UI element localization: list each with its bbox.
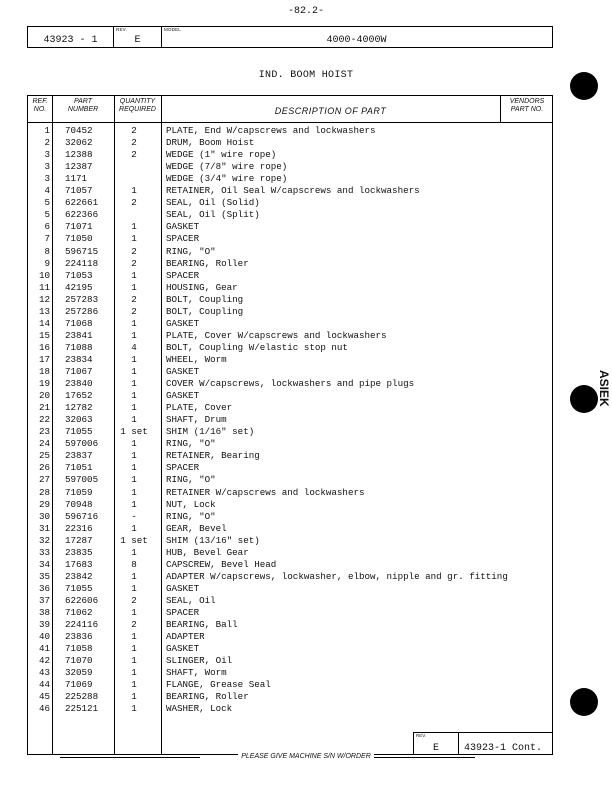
- ref-no: 5: [44, 209, 50, 221]
- quantity: 2: [131, 305, 137, 317]
- table-row: [28, 667, 552, 679]
- table-row: [28, 342, 552, 354]
- ref-no: 17: [38, 353, 50, 365]
- ref-no: 36: [38, 582, 50, 594]
- part-number: 23834: [65, 353, 93, 365]
- description: BEARING, Roller: [166, 257, 249, 269]
- part-number: 597005: [65, 474, 99, 486]
- ref-no: 29: [38, 498, 50, 510]
- part-number: 42195: [65, 281, 93, 293]
- description: PLATE, Cover: [166, 402, 233, 414]
- quantity: 1: [131, 582, 137, 594]
- table-row: [28, 547, 552, 559]
- ref-no: 24: [38, 438, 50, 450]
- quantity: 1: [131, 607, 137, 618]
- table-row: [28, 402, 552, 414]
- ref-no: 3: [44, 173, 50, 185]
- ref-no: 26: [38, 462, 50, 474]
- ref-no: 4: [44, 185, 50, 197]
- description: SEAL, Oil (Split): [166, 209, 260, 221]
- footer-rev-label: REV.: [416, 733, 427, 738]
- part-number: 71068: [65, 317, 93, 329]
- footer-continuation: 43923-1 Cont.: [464, 743, 543, 754]
- ref-no: 7: [44, 233, 50, 245]
- description: HUB, Bevel Gear: [166, 546, 249, 558]
- header-block: [27, 26, 553, 48]
- part-number: 23835: [65, 546, 93, 558]
- table-row: [28, 149, 552, 161]
- part-number: 71069: [65, 679, 93, 691]
- page-number: -82.2-: [287, 6, 324, 17]
- model-label: MODEL: [164, 27, 182, 32]
- quantity: 1: [131, 691, 137, 703]
- model-cell: [162, 27, 551, 47]
- quantity: 1: [131, 233, 137, 245]
- part-number: 71059: [65, 486, 93, 498]
- ref-no: 33: [38, 546, 50, 558]
- margin-text: ASIEK: [597, 370, 611, 407]
- ref-no: 25: [38, 450, 50, 462]
- part-number: 22316: [65, 522, 93, 534]
- part-number: 12782: [65, 402, 93, 414]
- table-row: [28, 233, 552, 245]
- ref-no: 1: [44, 125, 50, 136]
- part-number: 12387: [65, 161, 93, 173]
- quantity: 2: [131, 197, 137, 209]
- description: RETAINER, Bearing: [166, 450, 260, 462]
- ref-no: 46: [38, 703, 50, 715]
- footer-note-text: PLEASE GIVE MACHINE S/N W/ORDER: [238, 753, 374, 760]
- description: DRUM, Boom Hoist: [166, 137, 255, 149]
- description: PLATE, End W/capscrews and lockwashers: [166, 125, 376, 136]
- description: GASKET: [166, 221, 200, 233]
- quantity: 1: [131, 462, 137, 474]
- table-row: [28, 258, 552, 270]
- col-header-part: PART NUMBER: [67, 98, 99, 113]
- part-number: 23837: [65, 450, 93, 462]
- description: RING, "O": [166, 438, 216, 450]
- table-row: [28, 619, 552, 631]
- ref-no: 28: [38, 486, 50, 498]
- description: SPACER: [166, 233, 200, 245]
- part-number: 71051: [65, 462, 93, 474]
- quantity: 1: [131, 474, 137, 486]
- description: SEAL, Oil: [166, 594, 216, 606]
- description: GASKET: [166, 643, 200, 655]
- table-row: [28, 282, 552, 294]
- quantity: 2: [131, 257, 137, 269]
- quantity: 2: [131, 619, 137, 631]
- table-row: [28, 137, 552, 149]
- rev-value: E: [134, 35, 141, 46]
- quantity: 1: [131, 317, 137, 329]
- part-number: 71067: [65, 366, 93, 377]
- ref-no: 9: [44, 257, 50, 269]
- part-number: 622366: [65, 209, 99, 221]
- header-divider: [28, 122, 552, 123]
- table-row: [28, 318, 552, 330]
- ref-no: 15: [38, 329, 50, 341]
- table-row: [28, 703, 552, 715]
- description: PLATE, Cover W/capscrews and lockwashers: [166, 329, 387, 341]
- ref-no: 42: [38, 655, 50, 667]
- quantity: 1: [131, 366, 137, 377]
- binder-hole: [570, 72, 598, 100]
- quantity: 1: [131, 522, 137, 534]
- table-row: [28, 655, 552, 667]
- table-row: [28, 330, 552, 342]
- quantity: 1: [131, 185, 137, 197]
- part-number: 71055: [65, 426, 93, 438]
- description: WASHER, Lock: [166, 703, 233, 715]
- description: SHAFT, Worm: [166, 667, 227, 679]
- description: WEDGE (7/8" wire rope): [166, 161, 288, 173]
- description: SHIM (1/16" set): [166, 426, 255, 438]
- description: ADAPTER: [166, 631, 205, 643]
- ref-no: 8: [44, 245, 50, 257]
- table-row: [28, 246, 552, 258]
- table-row: [28, 474, 552, 486]
- description: SHAFT, Drum: [166, 414, 227, 426]
- table-row: [28, 487, 552, 499]
- description: FLANGE, Grease Seal: [166, 679, 271, 691]
- quantity: -: [131, 510, 137, 522]
- col-header-vendors: VENDORS PART NO.: [509, 98, 545, 113]
- doc-number-cell: [28, 27, 114, 47]
- part-number: 23840: [65, 378, 93, 390]
- ref-no: 37: [38, 594, 50, 606]
- description: SHIM (13/16" set): [166, 534, 260, 546]
- table-row: [28, 438, 552, 450]
- table-row: [28, 209, 552, 221]
- table-row: [28, 607, 552, 619]
- footer-rev-divider: [458, 733, 459, 755]
- quantity: 8: [131, 558, 137, 570]
- ref-no: 22: [38, 414, 50, 426]
- table-row: [28, 643, 552, 655]
- ref-no: 31: [38, 522, 50, 534]
- quantity: 1: [131, 450, 137, 462]
- ref-no: 34: [38, 558, 50, 570]
- quantity: 1: [131, 390, 137, 402]
- part-number: 71050: [65, 233, 93, 245]
- ref-no: 27: [38, 474, 50, 486]
- part-number: 12388: [65, 149, 93, 161]
- ref-no: 3: [44, 161, 50, 173]
- part-number: 622661: [65, 197, 99, 209]
- quantity: 1 set: [120, 426, 148, 438]
- ref-no: 20: [38, 390, 50, 402]
- description: BEARING, Roller: [166, 691, 249, 703]
- footer-note: [0, 753, 612, 760]
- description: GASKET: [166, 390, 200, 402]
- table-row: [28, 426, 552, 438]
- description: SPACER: [166, 269, 200, 281]
- description: GASKET: [166, 317, 200, 329]
- description: RETAINER, Oil Seal W/capscrews and lockwashers: [166, 185, 420, 197]
- col-header-qty: QUANTITY REQUIRED: [119, 98, 156, 113]
- table-row: [28, 679, 552, 691]
- part-number: 23842: [65, 570, 93, 582]
- description: GEAR, Bevel: [166, 522, 227, 534]
- ref-no: 11: [38, 281, 50, 293]
- table-row: [28, 414, 552, 426]
- description: RING, "O": [166, 510, 216, 522]
- col-header-ref: REF. NO.: [32, 98, 48, 113]
- table-row: [28, 535, 552, 547]
- quantity: 1: [131, 438, 137, 450]
- description: SPACER: [166, 462, 200, 474]
- ref-no: 43: [38, 667, 50, 679]
- ref-no: 10: [38, 269, 50, 281]
- footer-rev-box: [413, 732, 553, 755]
- part-number: 23841: [65, 329, 93, 341]
- ref-no: 2: [44, 137, 50, 149]
- part-number: 70452: [65, 125, 93, 136]
- binder-hole: [570, 688, 598, 716]
- ref-no: 18: [38, 366, 50, 377]
- ref-no: 21: [38, 402, 50, 414]
- description: BOLT, Coupling: [166, 293, 244, 305]
- part-number: 596715: [65, 245, 99, 257]
- part-number: 17652: [65, 390, 93, 402]
- footer-rev-value: E: [432, 743, 439, 754]
- quantity: 1: [131, 414, 137, 426]
- description: GASKET: [166, 582, 200, 594]
- part-number: 71053: [65, 269, 93, 281]
- part-number: 17287: [65, 534, 93, 546]
- ref-no: 41: [38, 643, 50, 655]
- quantity: 1: [131, 546, 137, 558]
- ref-no: 32: [38, 534, 50, 546]
- ref-no: 45: [38, 691, 50, 703]
- ref-no: 39: [38, 619, 50, 631]
- quantity: 1: [131, 703, 137, 715]
- table-row: [28, 294, 552, 306]
- table-row: [28, 691, 552, 703]
- table-row: [28, 125, 552, 137]
- ref-no: 30: [38, 510, 50, 522]
- quantity: 1: [131, 667, 137, 679]
- quantity: 2: [131, 149, 137, 161]
- part-number: 225288: [65, 691, 99, 703]
- description: BEARING, Ball: [166, 619, 238, 631]
- table-row: [28, 631, 552, 643]
- quantity: 2: [131, 594, 137, 606]
- description: BOLT, Coupling W/elastic stop nut: [166, 341, 348, 353]
- quantity: 1: [131, 655, 137, 667]
- part-number: 71058: [65, 643, 93, 655]
- table-row: [28, 450, 552, 462]
- part-number: 71057: [65, 185, 93, 197]
- quantity: 4: [131, 341, 137, 353]
- ref-no: 14: [38, 317, 50, 329]
- quantity: 1: [131, 402, 137, 414]
- description: GASKET: [166, 366, 200, 377]
- description: RETAINER W/capscrews and lockwashers: [166, 486, 365, 498]
- rev-label: REV.: [116, 27, 127, 32]
- quantity: 1: [131, 378, 137, 390]
- table-row: [28, 511, 552, 523]
- table-row: [28, 583, 552, 595]
- part-number: 622606: [65, 594, 99, 606]
- quantity: 1: [131, 269, 137, 281]
- quantity: 2: [131, 125, 137, 136]
- description: SEAL, Oil (Solid): [166, 197, 260, 209]
- part-number: 32062: [65, 137, 93, 149]
- doc-number: 43923 - 1: [43, 35, 98, 46]
- quantity: 1: [131, 486, 137, 498]
- description: CAPSCREW, Bevel Head: [166, 558, 277, 570]
- quantity: 2: [131, 293, 137, 305]
- table-row: [28, 270, 552, 282]
- quantity: 1: [131, 353, 137, 365]
- part-number: 71088: [65, 341, 93, 353]
- ref-no: 40: [38, 631, 50, 643]
- ref-no: 23: [38, 426, 50, 438]
- description: COVER W/capscrews, lockwashers and pipe plugs: [166, 378, 415, 390]
- table-row: [28, 499, 552, 511]
- quantity: 2: [131, 137, 137, 149]
- part-number: 71070: [65, 655, 93, 667]
- part-number: 17683: [65, 558, 93, 570]
- table-row: [28, 185, 552, 197]
- description: SLINGER, Oil: [166, 655, 233, 667]
- table-row: [28, 366, 552, 378]
- description: BOLT, Coupling: [166, 305, 244, 317]
- part-number: 71062: [65, 607, 93, 618]
- ref-no: 44: [38, 679, 50, 691]
- part-number: 225121: [65, 703, 99, 715]
- part-number: 257283: [65, 293, 99, 305]
- quantity: 1: [131, 329, 137, 341]
- parts-table: [27, 95, 553, 755]
- ref-no: 35: [38, 570, 50, 582]
- part-number: 32059: [65, 667, 93, 679]
- table-row: [28, 559, 552, 571]
- binder-hole: [570, 385, 598, 413]
- ref-no: 13: [38, 305, 50, 317]
- ref-no: 16: [38, 341, 50, 353]
- description: WEDGE (3/4" wire rope): [166, 173, 288, 185]
- quantity: 1: [131, 498, 137, 510]
- description: SPACER: [166, 607, 200, 618]
- part-number: 71055: [65, 582, 93, 594]
- table-row: [28, 462, 552, 474]
- rev-cell: [114, 27, 162, 47]
- part-number: 70948: [65, 498, 93, 510]
- description: RING, "O": [166, 245, 216, 257]
- table-row: [28, 390, 552, 402]
- table-row: [28, 173, 552, 185]
- ref-no: 12: [38, 293, 50, 305]
- table-row: [28, 595, 552, 607]
- description: NUT, Lock: [166, 498, 216, 510]
- table-row: [28, 378, 552, 390]
- ref-no: 38: [38, 607, 50, 618]
- table-row: [28, 161, 552, 173]
- description: WEDGE (1" wire rope): [166, 149, 277, 161]
- ref-no: 6: [44, 221, 50, 233]
- part-number: 71071: [65, 221, 93, 233]
- description: ADAPTER W/capscrews, lockwasher, elbow, nipple and gr. fitting: [166, 570, 508, 582]
- table-row: [28, 306, 552, 318]
- table-row: [28, 221, 552, 233]
- table-row: [28, 523, 552, 535]
- part-number: 224118: [65, 257, 99, 269]
- part-number: 32063: [65, 414, 93, 426]
- part-number: 1171: [65, 173, 88, 185]
- quantity: 2: [131, 245, 137, 257]
- description: RING, "O": [166, 474, 216, 486]
- quantity: 1 set: [120, 534, 148, 546]
- part-number: 597006: [65, 438, 99, 450]
- table-row: [28, 197, 552, 209]
- part-number: 596716: [65, 510, 99, 522]
- table-row: [28, 571, 552, 583]
- quantity: 1: [131, 221, 137, 233]
- col-header-desc: DESCRIPTION OF PART: [274, 106, 387, 116]
- quantity: 1: [131, 281, 137, 293]
- part-number: 224116: [65, 619, 99, 631]
- description: HOUSING, Gear: [166, 281, 238, 293]
- quantity: 1: [131, 570, 137, 582]
- description: WHEEL, Worm: [166, 353, 227, 365]
- quantity: 1: [131, 631, 137, 643]
- section-title: IND. BOOM HOIST: [258, 70, 354, 81]
- ref-no: 5: [44, 197, 50, 209]
- quantity: 1: [131, 643, 137, 655]
- ref-no: 3: [44, 149, 50, 161]
- table-row: [28, 354, 552, 366]
- part-number: 23836: [65, 631, 93, 643]
- quantity: 1: [131, 679, 137, 691]
- part-number: 257286: [65, 305, 99, 317]
- ref-no: 19: [38, 378, 50, 390]
- model-value: 4000-4000W: [326, 35, 387, 46]
